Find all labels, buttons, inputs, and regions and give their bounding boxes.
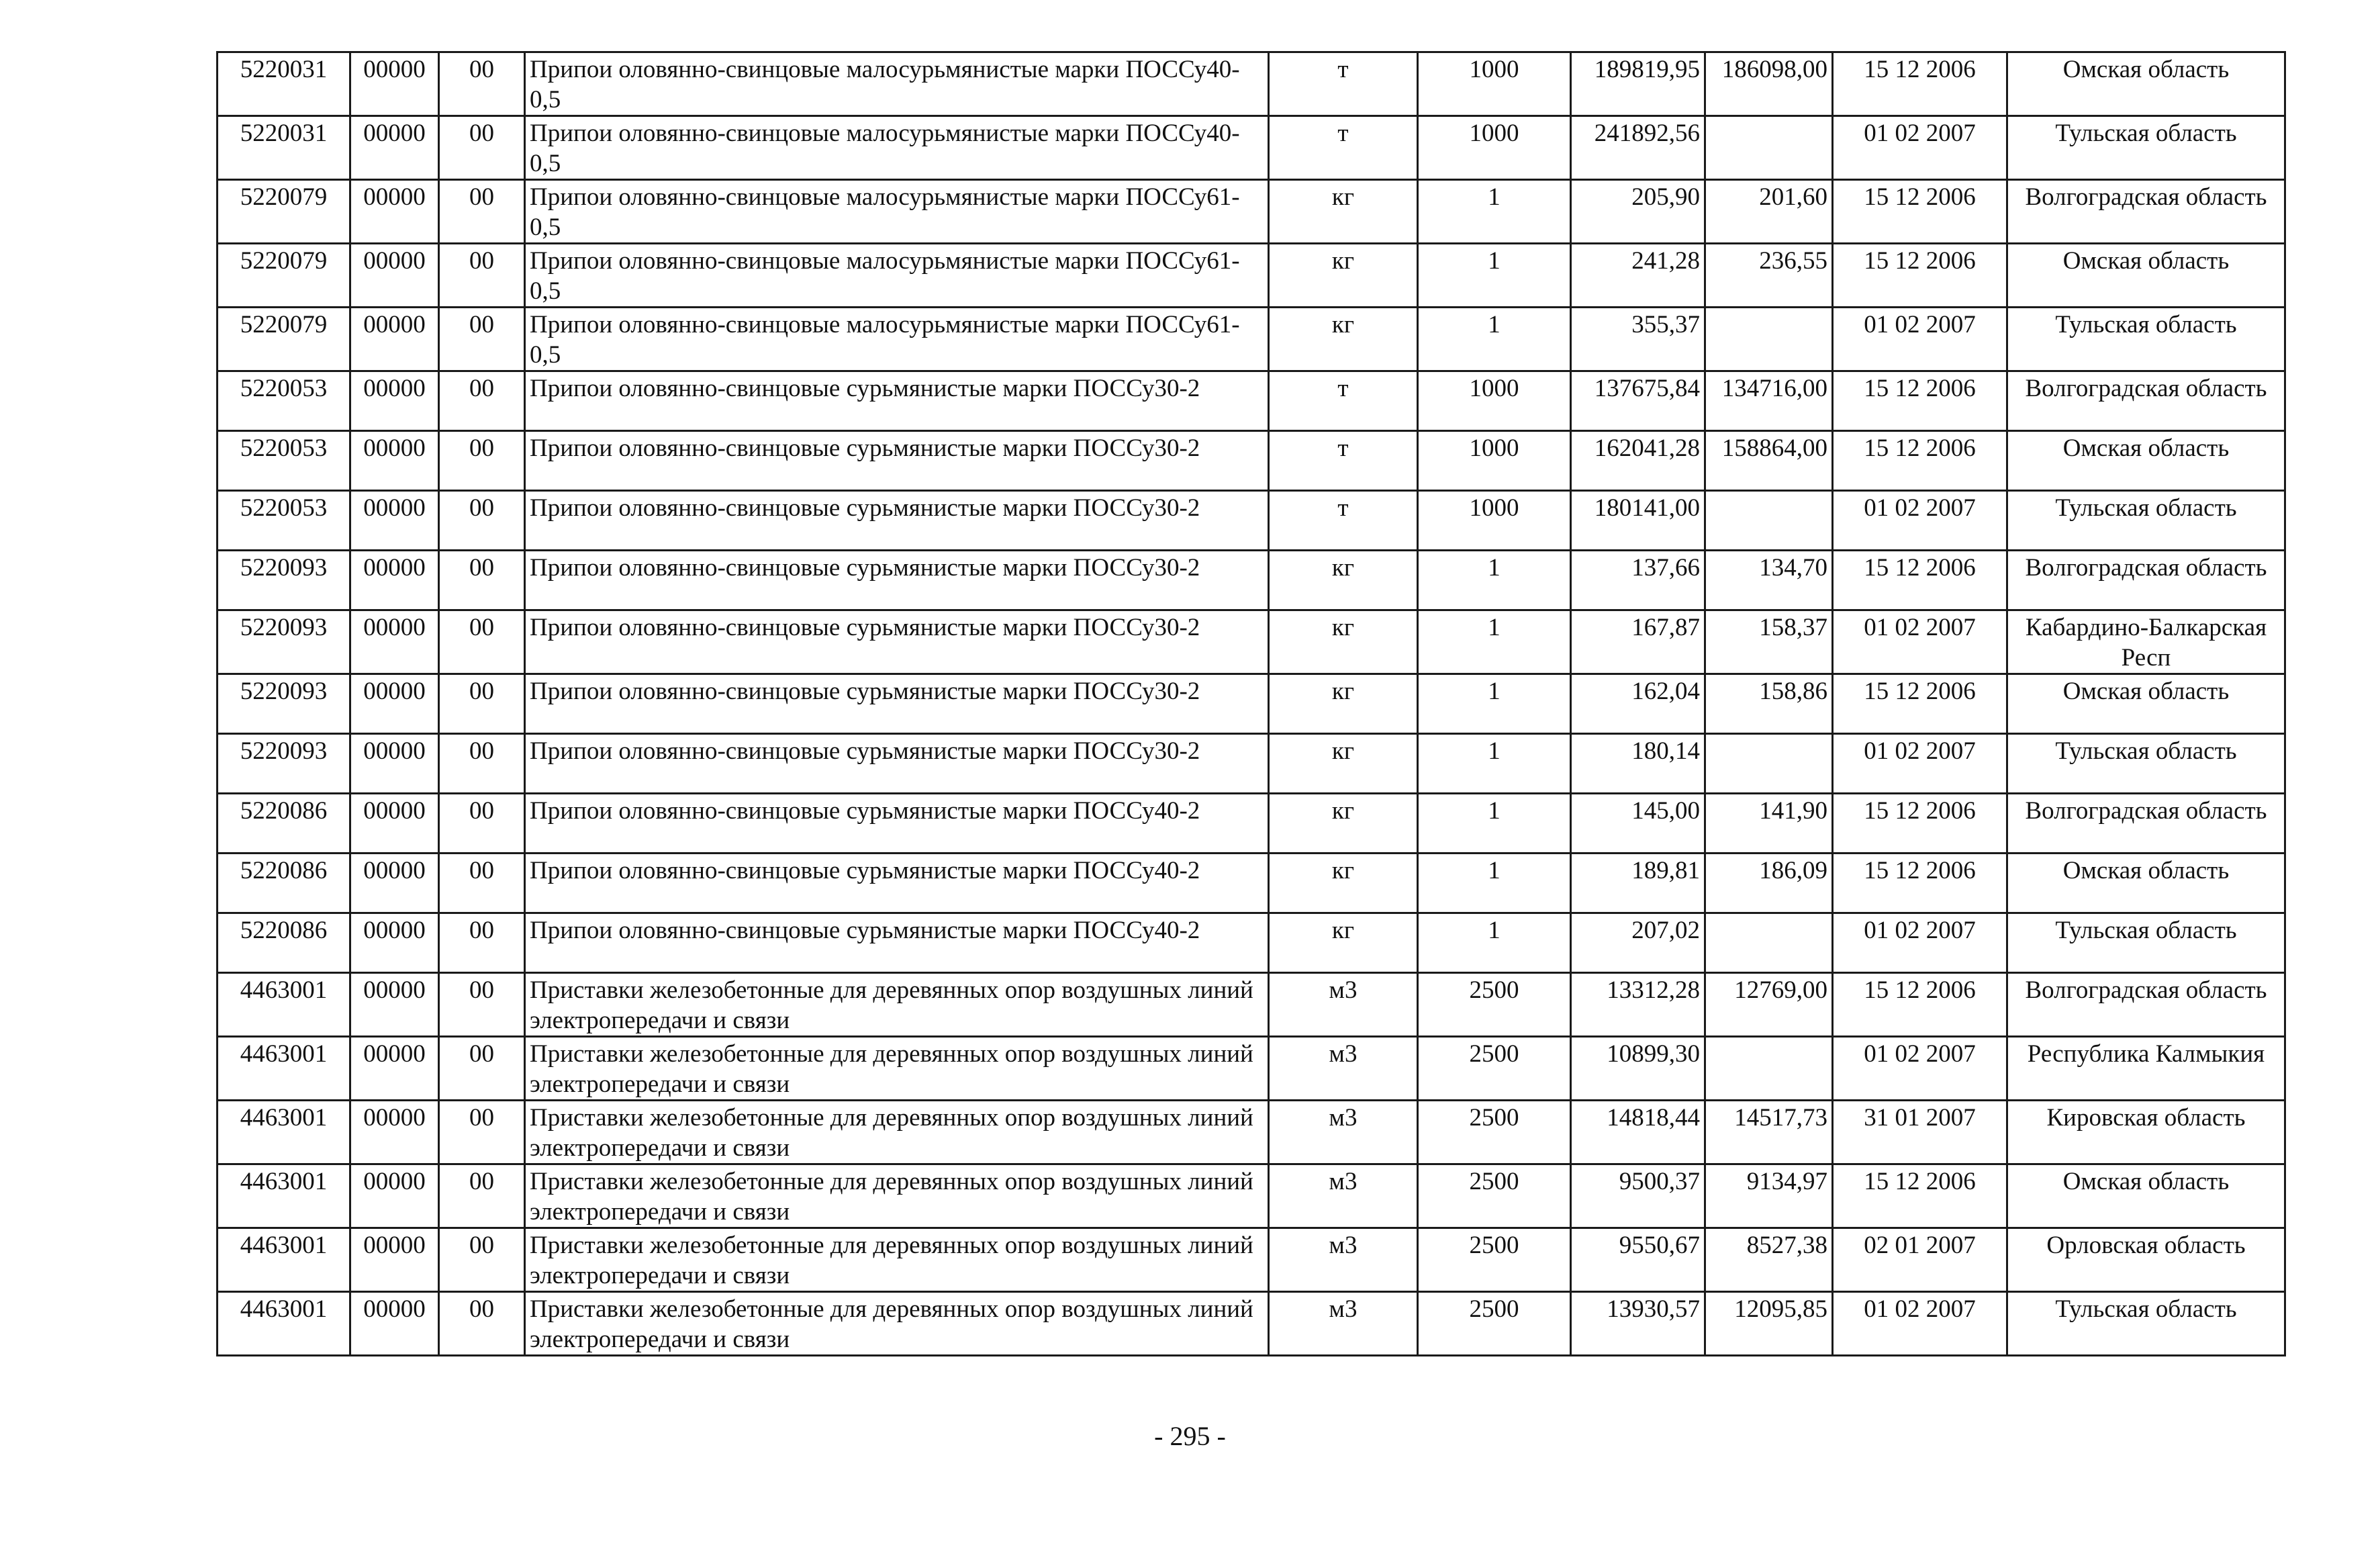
price-cell: 162,04 <box>1571 674 1705 734</box>
subcode-cell: 00000 <box>350 1292 439 1356</box>
product-code-cell: 5220079 <box>218 180 350 244</box>
price-alt-cell: 14517,73 <box>1705 1101 1833 1164</box>
index-cell: 00 <box>439 431 525 491</box>
product-name-cell: Приставки железобетонные для деревянных опор воздушных линий электропередачи и связи <box>525 1228 1269 1292</box>
unit-cell: м3 <box>1269 1292 1418 1356</box>
unit-cell: кг <box>1269 551 1418 610</box>
subcode-cell: 00000 <box>350 116 439 180</box>
product-name-cell: Припои оловянно-свинцовые малосурьмянистые марки ПОССу61-0,5 <box>525 308 1269 371</box>
product-code-cell: 5220079 <box>218 308 350 371</box>
region-cell: Тульская область <box>2007 116 2285 180</box>
index-cell: 00 <box>439 371 525 431</box>
region-cell: Тульская область <box>2007 308 2285 371</box>
index-cell: 00 <box>439 734 525 794</box>
index-cell: 00 <box>439 1164 525 1228</box>
quantity-cell: 1000 <box>1418 431 1571 491</box>
region-cell: Волгоградская область <box>2007 371 2285 431</box>
date-cell: 15 12 2006 <box>1833 52 2007 116</box>
subcode-cell: 00000 <box>350 610 439 674</box>
date-cell: 15 12 2006 <box>1833 431 2007 491</box>
index-cell: 00 <box>439 551 525 610</box>
quantity-cell: 1 <box>1418 308 1571 371</box>
price-alt-cell: 186098,00 <box>1705 52 1833 116</box>
subcode-cell: 00000 <box>350 1037 439 1101</box>
price-alt-cell <box>1705 491 1833 551</box>
price-cell: 241,28 <box>1571 244 1705 308</box>
region-cell: Тульская область <box>2007 491 2285 551</box>
region-cell: Омская область <box>2007 244 2285 308</box>
date-cell: 02 01 2007 <box>1833 1228 2007 1292</box>
price-cell: 180,14 <box>1571 734 1705 794</box>
table-row <box>218 1292 2285 1356</box>
index-cell: 00 <box>439 794 525 854</box>
index-cell: 00 <box>439 913 525 973</box>
unit-cell: кг <box>1269 913 1418 973</box>
product-code-cell: 5220093 <box>218 734 350 794</box>
subcode-cell: 00000 <box>350 491 439 551</box>
unit-cell: кг <box>1269 244 1418 308</box>
product-name-cell: Приставки железобетонные для деревянных опор воздушных линий электропередачи и связи <box>525 1292 1269 1356</box>
product-name-cell: Припои оловянно-свинцовые сурьмянистые марки ПОССу30-2 <box>525 674 1269 734</box>
product-name-cell: Припои оловянно-свинцовые малосурьмянистые марки ПОССу40-0,5 <box>525 116 1269 180</box>
subcode-cell: 00000 <box>350 1101 439 1164</box>
quantity-cell: 1 <box>1418 244 1571 308</box>
product-code-cell: 5220086 <box>218 854 350 913</box>
quantity-cell: 1 <box>1418 674 1571 734</box>
region-cell: Омская область <box>2007 1164 2285 1228</box>
table-row <box>218 1228 2285 1292</box>
unit-cell: т <box>1269 371 1418 431</box>
table-row <box>218 973 2285 1037</box>
price-alt-cell <box>1705 734 1833 794</box>
price-cell: 205,90 <box>1571 180 1705 244</box>
index-cell: 00 <box>439 973 525 1037</box>
subcode-cell: 00000 <box>350 308 439 371</box>
date-cell: 01 02 2007 <box>1833 610 2007 674</box>
price-alt-cell <box>1705 116 1833 180</box>
quantity-cell: 2500 <box>1418 1228 1571 1292</box>
product-name-cell: Припои оловянно-свинцовые сурьмянистые марки ПОССу30-2 <box>525 431 1269 491</box>
region-cell: Волгоградская область <box>2007 973 2285 1037</box>
subcode-cell: 00000 <box>350 1164 439 1228</box>
date-cell: 31 01 2007 <box>1833 1101 2007 1164</box>
product-name-cell: Приставки железобетонные для деревянных опор воздушных линий электропередачи и связи <box>525 1101 1269 1164</box>
quantity-cell: 1 <box>1418 180 1571 244</box>
product-code-cell: 4463001 <box>218 1037 350 1101</box>
date-cell: 15 12 2006 <box>1833 854 2007 913</box>
quantity-cell: 2500 <box>1418 973 1571 1037</box>
price-alt-cell <box>1705 913 1833 973</box>
index-cell: 00 <box>439 610 525 674</box>
price-cell: 207,02 <box>1571 913 1705 973</box>
table-body <box>218 52 2285 1356</box>
table-row <box>218 371 2285 431</box>
unit-cell: кг <box>1269 308 1418 371</box>
index-cell: 00 <box>439 1292 525 1356</box>
price-cell: 189819,95 <box>1571 52 1705 116</box>
quantity-cell: 1 <box>1418 854 1571 913</box>
date-cell: 01 02 2007 <box>1833 734 2007 794</box>
region-cell: Омская область <box>2007 431 2285 491</box>
quantity-cell: 1 <box>1418 734 1571 794</box>
subcode-cell: 00000 <box>350 180 439 244</box>
product-code-cell: 5220053 <box>218 491 350 551</box>
unit-cell: м3 <box>1269 1101 1418 1164</box>
product-code-cell: 5220053 <box>218 371 350 431</box>
subcode-cell: 00000 <box>350 244 439 308</box>
region-cell: Волгоградская область <box>2007 551 2285 610</box>
index-cell: 00 <box>439 52 525 116</box>
price-cell: 189,81 <box>1571 854 1705 913</box>
date-cell: 15 12 2006 <box>1833 1164 2007 1228</box>
date-cell: 15 12 2006 <box>1833 180 2007 244</box>
product-name-cell: Припои оловянно-свинцовые сурьмянистые марки ПОССу40-2 <box>525 854 1269 913</box>
region-cell: Кабардино-Балкарская Респ <box>2007 610 2285 674</box>
table-row <box>218 308 2285 371</box>
price-cell: 13312,28 <box>1571 973 1705 1037</box>
table-row <box>218 180 2285 244</box>
product-code-cell: 4463001 <box>218 1164 350 1228</box>
price-alt-cell: 186,09 <box>1705 854 1833 913</box>
index-cell: 00 <box>439 674 525 734</box>
index-cell: 00 <box>439 1037 525 1101</box>
table-row <box>218 244 2285 308</box>
price-cell: 162041,28 <box>1571 431 1705 491</box>
unit-cell: т <box>1269 491 1418 551</box>
price-alt-cell: 134716,00 <box>1705 371 1833 431</box>
unit-cell: кг <box>1269 794 1418 854</box>
region-cell: Омская область <box>2007 854 2285 913</box>
quantity-cell: 2500 <box>1418 1101 1571 1164</box>
date-cell: 15 12 2006 <box>1833 551 2007 610</box>
subcode-cell: 00000 <box>350 1228 439 1292</box>
unit-cell: кг <box>1269 674 1418 734</box>
region-cell: Волгоградская область <box>2007 794 2285 854</box>
product-name-cell: Приставки железобетонные для деревянных опор воздушных линий электропередачи и связи <box>525 1164 1269 1228</box>
date-cell: 15 12 2006 <box>1833 244 2007 308</box>
date-cell: 15 12 2006 <box>1833 674 2007 734</box>
price-cell: 9550,67 <box>1571 1228 1705 1292</box>
price-alt-cell: 12769,00 <box>1705 973 1833 1037</box>
price-alt-cell: 158,37 <box>1705 610 1833 674</box>
price-alt-cell: 158864,00 <box>1705 431 1833 491</box>
quantity-cell: 2500 <box>1418 1037 1571 1101</box>
product-code-cell: 4463001 <box>218 1292 350 1356</box>
price-cell: 180141,00 <box>1571 491 1705 551</box>
product-code-cell: 5220086 <box>218 913 350 973</box>
price-table <box>216 51 2286 1356</box>
price-cell: 13930,57 <box>1571 1292 1705 1356</box>
price-cell: 9500,37 <box>1571 1164 1705 1228</box>
quantity-cell: 2500 <box>1418 1164 1571 1228</box>
product-code-cell: 5220086 <box>218 794 350 854</box>
product-code-cell: 5220093 <box>218 610 350 674</box>
table-row <box>218 52 2285 116</box>
table-row <box>218 551 2285 610</box>
price-cell: 355,37 <box>1571 308 1705 371</box>
product-name-cell: Припои оловянно-свинцовые сурьмянистые марки ПОССу30-2 <box>525 371 1269 431</box>
table-row <box>218 1037 2285 1101</box>
product-code-cell: 4463001 <box>218 973 350 1037</box>
price-cell: 137,66 <box>1571 551 1705 610</box>
quantity-cell: 1000 <box>1418 371 1571 431</box>
price-alt-cell: 158,86 <box>1705 674 1833 734</box>
table-row <box>218 794 2285 854</box>
product-name-cell: Припои оловянно-свинцовые сурьмянистые марки ПОССу30-2 <box>525 610 1269 674</box>
subcode-cell: 00000 <box>350 52 439 116</box>
price-alt-cell <box>1705 1037 1833 1101</box>
region-cell: Омская область <box>2007 52 2285 116</box>
unit-cell: м3 <box>1269 1228 1418 1292</box>
region-cell: Омская область <box>2007 674 2285 734</box>
table-row <box>218 116 2285 180</box>
subcode-cell: 00000 <box>350 913 439 973</box>
product-code-cell: 5220031 <box>218 116 350 180</box>
quantity-cell: 1 <box>1418 913 1571 973</box>
date-cell: 01 02 2007 <box>1833 1292 2007 1356</box>
price-alt-cell: 236,55 <box>1705 244 1833 308</box>
product-name-cell: Припои оловянно-свинцовые сурьмянистые марки ПОССу40-2 <box>525 913 1269 973</box>
price-alt-cell <box>1705 308 1833 371</box>
index-cell: 00 <box>439 1101 525 1164</box>
subcode-cell: 00000 <box>350 431 439 491</box>
product-code-cell: 5220093 <box>218 551 350 610</box>
unit-cell: т <box>1269 116 1418 180</box>
price-cell: 241892,56 <box>1571 116 1705 180</box>
product-name-cell: Припои оловянно-свинцовые сурьмянистые марки ПОССу40-2 <box>525 794 1269 854</box>
unit-cell: т <box>1269 52 1418 116</box>
table-row <box>218 674 2285 734</box>
quantity-cell: 1 <box>1418 551 1571 610</box>
price-alt-cell: 9134,97 <box>1705 1164 1833 1228</box>
index-cell: 00 <box>439 491 525 551</box>
index-cell: 00 <box>439 116 525 180</box>
product-code-cell: 5220031 <box>218 52 350 116</box>
region-cell: Кировская область <box>2007 1101 2285 1164</box>
product-code-cell: 5220079 <box>218 244 350 308</box>
price-cell: 167,87 <box>1571 610 1705 674</box>
unit-cell: м3 <box>1269 1164 1418 1228</box>
unit-cell: кг <box>1269 854 1418 913</box>
product-name-cell: Приставки железобетонные для деревянных опор воздушных линий электропередачи и связи <box>525 973 1269 1037</box>
table-row <box>218 610 2285 674</box>
unit-cell: т <box>1269 431 1418 491</box>
date-cell: 01 02 2007 <box>1833 1037 2007 1101</box>
price-cell: 10899,30 <box>1571 1037 1705 1101</box>
product-name-cell: Припои оловянно-свинцовые малосурьмянистые марки ПОССу40-0,5 <box>525 52 1269 116</box>
region-cell: Тульская область <box>2007 913 2285 973</box>
quantity-cell: 1 <box>1418 794 1571 854</box>
price-alt-cell: 141,90 <box>1705 794 1833 854</box>
region-cell: Республика Калмыкия <box>2007 1037 2285 1101</box>
index-cell: 00 <box>439 1228 525 1292</box>
index-cell: 00 <box>439 180 525 244</box>
subcode-cell: 00000 <box>350 674 439 734</box>
product-code-cell: 4463001 <box>218 1101 350 1164</box>
product-name-cell: Припои оловянно-свинцовые малосурьмянистые марки ПОССу61-0,5 <box>525 244 1269 308</box>
unit-cell: м3 <box>1269 973 1418 1037</box>
date-cell: 15 12 2006 <box>1833 973 2007 1037</box>
price-alt-cell: 201,60 <box>1705 180 1833 244</box>
subcode-cell: 00000 <box>350 551 439 610</box>
date-cell: 15 12 2006 <box>1833 794 2007 854</box>
unit-cell: кг <box>1269 734 1418 794</box>
date-cell: 01 02 2007 <box>1833 491 2007 551</box>
price-cell: 137675,84 <box>1571 371 1705 431</box>
price-alt-cell: 8527,38 <box>1705 1228 1833 1292</box>
price-alt-cell: 134,70 <box>1705 551 1833 610</box>
price-cell: 14818,44 <box>1571 1101 1705 1164</box>
table-row <box>218 1101 2285 1164</box>
region-cell: Тульская область <box>2007 734 2285 794</box>
quantity-cell: 1000 <box>1418 116 1571 180</box>
quantity-cell: 1 <box>1418 610 1571 674</box>
table-row <box>218 1164 2285 1228</box>
unit-cell: м3 <box>1269 1037 1418 1101</box>
date-cell: 01 02 2007 <box>1833 308 2007 371</box>
region-cell: Орловская область <box>2007 1228 2285 1292</box>
unit-cell: кг <box>1269 180 1418 244</box>
table-row <box>218 431 2285 491</box>
table-row <box>218 491 2285 551</box>
product-name-cell: Припои оловянно-свинцовые сурьмянистые марки ПОССу30-2 <box>525 491 1269 551</box>
subcode-cell: 00000 <box>350 973 439 1037</box>
subcode-cell: 00000 <box>350 734 439 794</box>
price-cell: 145,00 <box>1571 794 1705 854</box>
quantity-cell: 1000 <box>1418 491 1571 551</box>
table-row <box>218 854 2285 913</box>
page-number: - 295 - <box>1154 1421 1226 1451</box>
region-cell: Тульская область <box>2007 1292 2285 1356</box>
product-code-cell: 5220053 <box>218 431 350 491</box>
date-cell: 01 02 2007 <box>1833 116 2007 180</box>
product-code-cell: 5220093 <box>218 674 350 734</box>
product-name-cell: Припои оловянно-свинцовые малосурьмянистые марки ПОССу61-0,5 <box>525 180 1269 244</box>
product-name-cell: Приставки железобетонные для деревянных опор воздушных линий электропередачи и связи <box>525 1037 1269 1101</box>
price-alt-cell: 12095,85 <box>1705 1292 1833 1356</box>
index-cell: 00 <box>439 244 525 308</box>
quantity-cell: 2500 <box>1418 1292 1571 1356</box>
quantity-cell: 1000 <box>1418 52 1571 116</box>
product-code-cell: 4463001 <box>218 1228 350 1292</box>
subcode-cell: 00000 <box>350 371 439 431</box>
product-name-cell: Припои оловянно-свинцовые сурьмянистые марки ПОССу30-2 <box>525 734 1269 794</box>
product-name-cell: Припои оловянно-свинцовые сурьмянистые марки ПОССу30-2 <box>525 551 1269 610</box>
unit-cell: кг <box>1269 610 1418 674</box>
index-cell: 00 <box>439 308 525 371</box>
table-row <box>218 734 2285 794</box>
date-cell: 15 12 2006 <box>1833 371 2007 431</box>
index-cell: 00 <box>439 854 525 913</box>
date-cell: 01 02 2007 <box>1833 913 2007 973</box>
table-row <box>218 913 2285 973</box>
subcode-cell: 00000 <box>350 794 439 854</box>
subcode-cell: 00000 <box>350 854 439 913</box>
region-cell: Волгоградская область <box>2007 180 2285 244</box>
